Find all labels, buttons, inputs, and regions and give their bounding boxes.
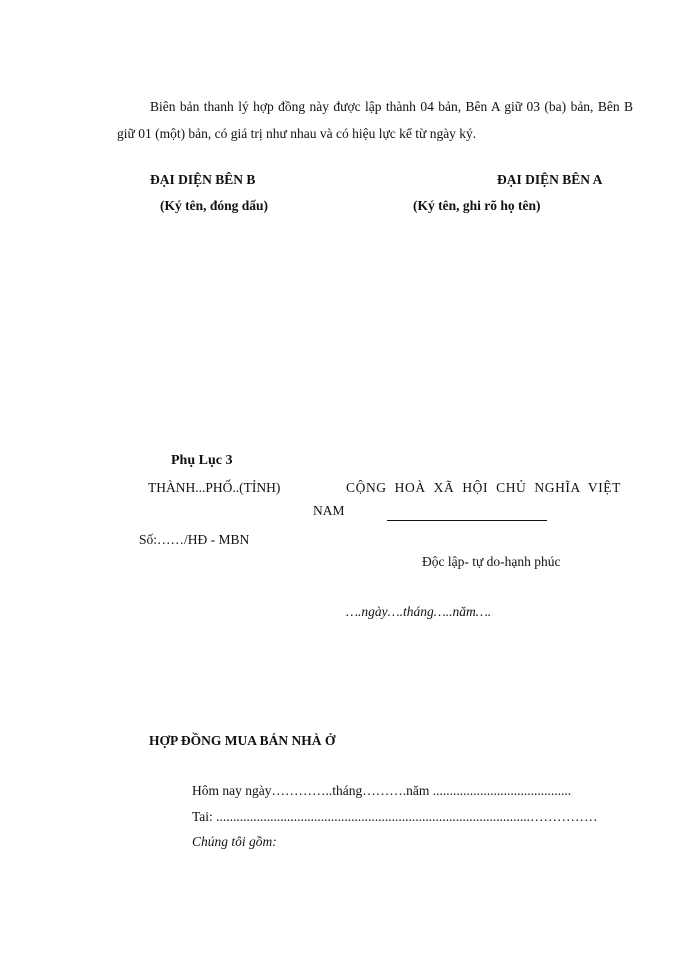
today-date-line: Hôm nay ngày…………..tháng……….năm ......................................... — [192, 783, 572, 798]
party-a-representative: ĐẠI DIỆN BÊN A — [497, 172, 603, 187]
closing-paragraph: Biên bản thanh lý hợp đồng này được lập thành 04 bản, Bên A giữ 03 (ba) bản, Bên B giữ 01 (một) bản, có giá trị như nhau và có hiệu lực kể từ ngày ký. — [117, 99, 633, 141]
appendix-title: Phụ Lục 3 — [171, 453, 233, 468]
place-line: Tai: .............................................................................................…………… — [192, 809, 598, 824]
date-line: ….ngày….tháng…..năm…. — [346, 604, 492, 619]
contract-title: HỢP ĐỒNG MUA BÁN NHÀ Ở — [149, 733, 336, 748]
parties-intro: Chúng tôi gồm: — [192, 834, 277, 849]
party-b-representative: ĐẠI DIỆN BÊN B — [150, 172, 256, 187]
header-underline — [387, 520, 547, 521]
document-number: Số:……/HĐ - MBN — [139, 532, 250, 547]
city-province: THÀNH...PHỐ..(TỈNH) — [148, 480, 281, 495]
party-b-signature-note: (Ký tên, đóng dấu) — [160, 198, 269, 213]
republic-name-line1: CỘNG HOÀ XÃ HỘI CHỦ NGHĨA VIỆT — [346, 480, 621, 495]
republic-name-line2: NAM — [313, 503, 345, 518]
party-a-signature-note: (Ký tên, ghi rõ họ tên) — [413, 198, 541, 213]
national-motto: Độc lập- tự do-hạnh phúc — [422, 554, 561, 569]
